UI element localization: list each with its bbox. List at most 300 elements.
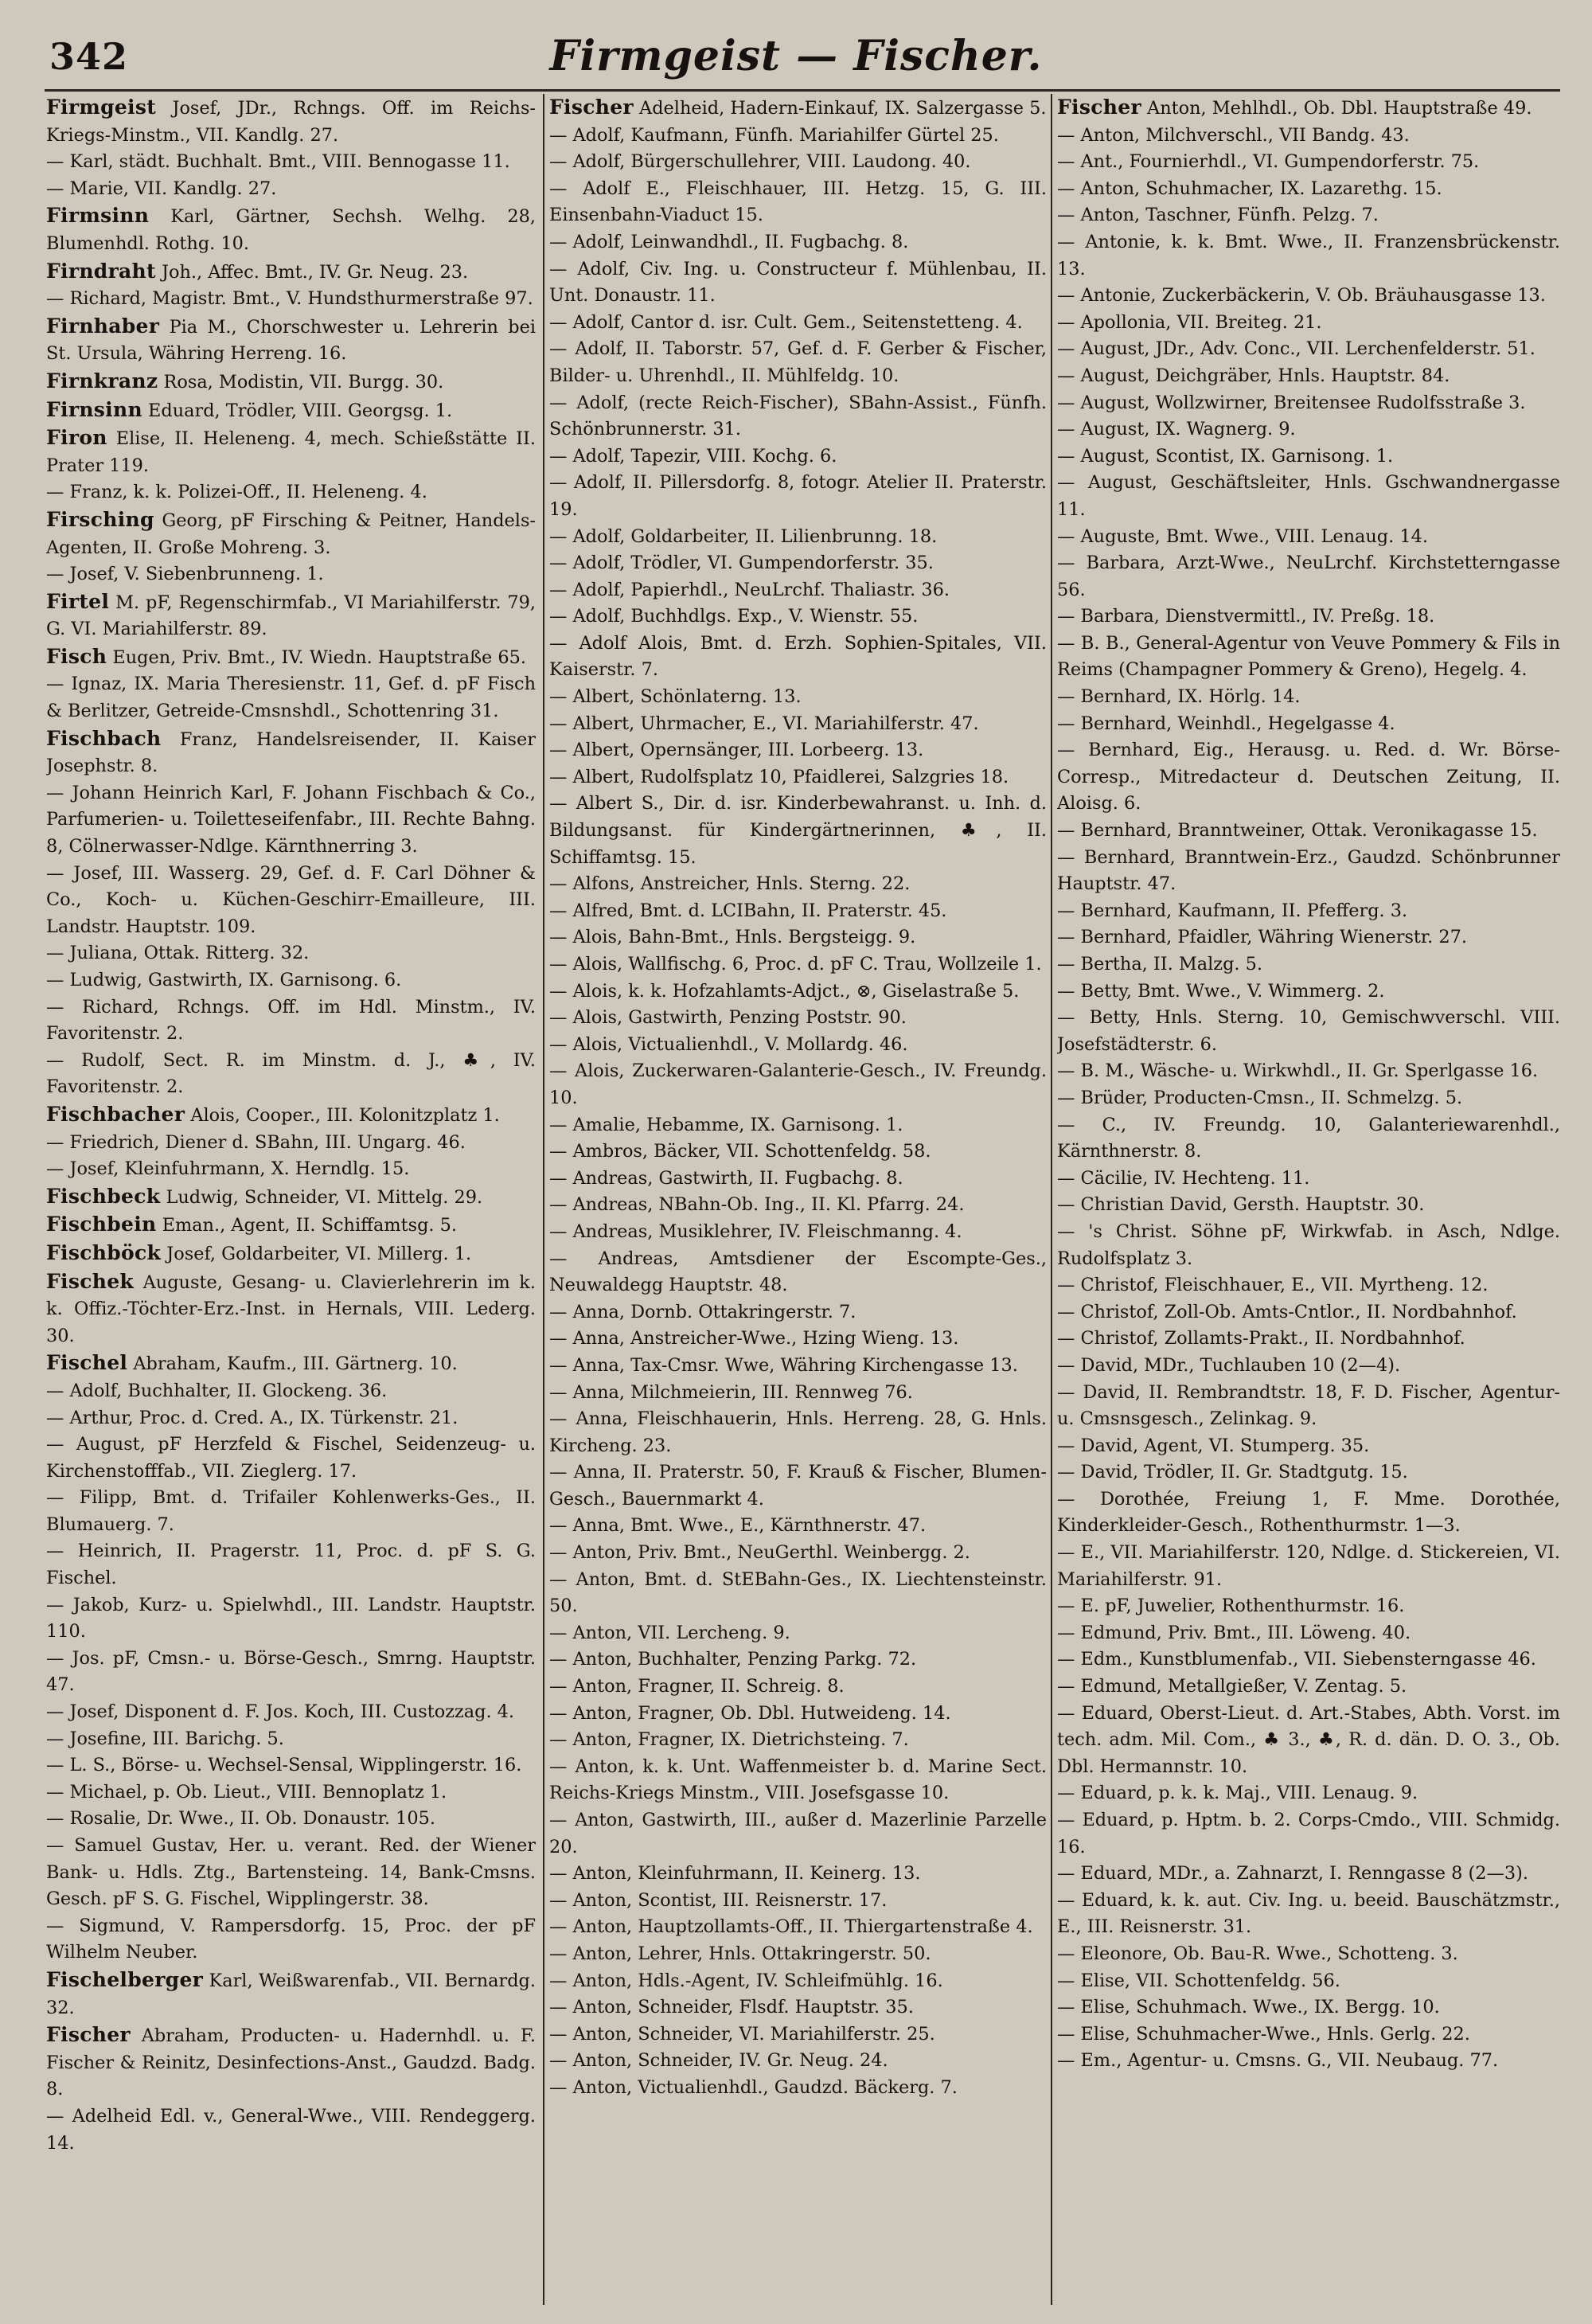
directory-entry bbox=[1057, 1272, 1560, 1299]
directory-entry bbox=[549, 711, 1047, 738]
directory-entry bbox=[1057, 2021, 1560, 2049]
directory-entry bbox=[46, 725, 536, 780]
directory-entry bbox=[549, 1540, 1047, 1567]
directory-entry bbox=[1057, 416, 1560, 443]
entry-surname: Firnkranz bbox=[46, 369, 158, 393]
directory-entry bbox=[549, 1112, 1047, 1139]
entry-text: — Anton, Schneider, VI. Mariahilferstr. 25. bbox=[549, 2023, 935, 2045]
entry-surname: Firnsinn bbox=[46, 397, 142, 421]
entry-text: — David, Agent, VI. Stumperg. 35. bbox=[1057, 1435, 1370, 1456]
entry-text: — Adolf, Cantor d. isr. Cult. Gem., Seitenstetteng. 4. bbox=[549, 311, 1023, 333]
directory-entry bbox=[1057, 1593, 1560, 1620]
entry-text: — Bernhard, Branntweiner, Ottak. Veronikagasse 15. bbox=[1057, 820, 1538, 842]
entry-text: — Anna, Dornb. Ottakringerstr. 7. bbox=[549, 1301, 856, 1322]
entry-surname: Fischer bbox=[1057, 96, 1141, 119]
entry-text: Josef, Goldarbeiter, VI. Millerg. 1. bbox=[166, 1243, 472, 1264]
entry-surname: Fischel bbox=[46, 1351, 128, 1375]
entry-text: — August, JDr., Adv. Conc., VII. Lerchenfelderstr. 51. bbox=[1057, 338, 1535, 360]
entry-text: — Alois, Zuckerwaren-Galanterie-Gesch., IV. Freundg. 10. bbox=[549, 1060, 1047, 1108]
entry-text: Franz, Handelsreisender, II. Kaiser Josephstr. 8. bbox=[46, 728, 536, 777]
entry-text: — August, IX. Wagnerg. 9. bbox=[1057, 419, 1296, 440]
entry-text: — Rosalie, Dr. Wwe., II. Ob. Donaustr. 105. bbox=[46, 1808, 435, 1830]
entry-text: — Adolf, Goldarbeiter, II. Lilienbrunng. 18. bbox=[549, 525, 938, 547]
directory-entry bbox=[1057, 951, 1560, 978]
entry-text: — David, MDr., Tuchlauben 10 (2—4). bbox=[1057, 1354, 1401, 1376]
entry-text: — Bernhard, Pfaidler, Währing Wienerstr. 27. bbox=[1057, 927, 1468, 948]
page-title: Firmgeist — Fischer. bbox=[549, 32, 1043, 80]
directory-entry bbox=[1057, 524, 1560, 551]
directory-entry bbox=[1057, 94, 1560, 123]
directory-entry bbox=[549, 1674, 1047, 1701]
directory-entry bbox=[549, 684, 1047, 711]
directory-entry bbox=[46, 2103, 536, 2157]
entry-surname: Fischbacher bbox=[46, 1102, 185, 1126]
entry-text: — Albert, Schönlaterng. 13. bbox=[549, 686, 802, 708]
directory-entry bbox=[1057, 1807, 1560, 1861]
directory-entry bbox=[46, 1432, 536, 1485]
directory-entry bbox=[46, 780, 536, 861]
directory-entry bbox=[1057, 202, 1560, 229]
entry-text: — Bernhard, Branntwein-Erz., Gaudzd. Schönbrunner Hauptstr. 47. bbox=[1057, 846, 1560, 895]
entry-text: — Adolf, (recte Reich-Fischer), SBahn-Assist., Fünfh. Schönbrunnerstr. 31. bbox=[549, 392, 1047, 440]
entry-text: — Betty, Hnls. Sterng. 10, Gemischwverschl. VIII. Josefstädterstr. 6. bbox=[1057, 1007, 1560, 1055]
entry-text: — Anton, Victualienhdl., Gaudzd. Bäckerg. 7. bbox=[549, 2076, 958, 2098]
directory-entry bbox=[1057, 229, 1560, 283]
directory-entry bbox=[549, 1005, 1047, 1032]
entry-text: — Andreas, NBahn-Ob. Ing., II. Kl. Pfarrg. 24. bbox=[549, 1194, 965, 1216]
entry-text: — Anna, Fleischhauerin, Hnls. Herreng. 28, G. Hnls. Kircheng. 23. bbox=[549, 1408, 1047, 1456]
directory-entry bbox=[1057, 631, 1560, 684]
directory-entry bbox=[549, 229, 1047, 256]
directory-entry bbox=[1057, 1326, 1560, 1353]
entry-text: — Anton, Priv. Bmt., NeuGerthl. Weinbergg. 2. bbox=[549, 1542, 970, 1564]
entry-text: — Adolf, Leinwandhdl., II. Fugbachg. 8. bbox=[549, 231, 909, 252]
directory-entry bbox=[46, 313, 536, 368]
entry-text: — Alois, Wallfischg. 6, Proc. d. pF C. Trau, Wollzeile 1. bbox=[549, 954, 1042, 975]
directory-entry bbox=[1057, 283, 1560, 310]
entry-text: — August, Scontist, IX. Garnisong. 1. bbox=[1057, 445, 1394, 467]
directory-entry bbox=[1057, 978, 1560, 1006]
directory-entry bbox=[46, 1913, 536, 1967]
entry-text: — Alois, k. k. Hofzahlamts-Adjct., ⊗, Giselastraße 5. bbox=[549, 980, 1020, 1002]
entry-surname: Fischer bbox=[549, 96, 634, 119]
entry-text: — Elise, Schuhmach. Wwe., IX. Bergg. 10. bbox=[1057, 1997, 1440, 2018]
entry-text: — 's Christ. Söhne pF, Wirkwfab. in Asch, Ndlge. Rudolfsplatz 3. bbox=[1057, 1221, 1560, 1269]
entry-text: — Josef, III. Wasserg. 29, Gef. d. F. Carl Döhner & Co., Koch- u. Küchen-Geschirr-Emailleure, III. Landstr. Hauptstr. 109. bbox=[46, 862, 536, 937]
entry-text: — Anna, Milchmeierin, III. Rennweg 76. bbox=[549, 1381, 913, 1403]
directory-entry bbox=[1057, 603, 1560, 631]
directory-entry bbox=[1057, 1299, 1560, 1326]
directory-entry bbox=[549, 256, 1047, 310]
directory-entry bbox=[46, 286, 536, 313]
directory-entry bbox=[46, 1833, 536, 1913]
entry-text: — L. S., Börse- u. Wechsel-Sensal, Wipplingerstr. 16. bbox=[46, 1755, 522, 1776]
directory-entry bbox=[46, 479, 536, 506]
directory-entry bbox=[1057, 1486, 1560, 1540]
directory-entry bbox=[549, 577, 1047, 604]
directory-entry bbox=[1057, 1994, 1560, 2021]
directory-entry bbox=[1057, 1941, 1560, 1968]
entry-text: — Antonie, k. k. Bmt. Wwe., II. Franzensbrückenstr. 13. bbox=[1057, 231, 1560, 279]
directory-entry bbox=[1057, 1674, 1560, 1701]
directory-entry bbox=[1057, 363, 1560, 390]
entry-surname: Fischelberger bbox=[46, 1967, 204, 1991]
entry-text: — Betty, Bmt. Wwe., V. Wimmerg. 2. bbox=[1057, 980, 1385, 1002]
directory-entry bbox=[549, 1380, 1047, 1407]
directory-entry bbox=[549, 310, 1047, 337]
entry-text: — Alois, Gastwirth, Penzing Poststr. 90. bbox=[549, 1007, 907, 1029]
directory-entry bbox=[549, 94, 1047, 123]
directory-entry bbox=[549, 1727, 1047, 1754]
entry-surname: Fischek bbox=[46, 1269, 135, 1293]
directory-entry bbox=[46, 1101, 536, 1130]
directory-entry bbox=[46, 1485, 536, 1538]
entry-text: — Adolf, II. Pillersdorfg. 8, fotogr. Atelier II. Praterstr. 19. bbox=[549, 472, 1047, 520]
directory-entry bbox=[549, 1139, 1047, 1166]
directory-entry bbox=[46, 1378, 536, 1405]
directory-entry bbox=[1057, 2048, 1560, 2075]
entry-text: — Alfred, Bmt. d. LCIBahn, II. Praterstr. 45. bbox=[549, 900, 947, 921]
entry-text: — Albert, Uhrmacher, E., VI. Mariahilferstr. 47. bbox=[549, 713, 979, 734]
entry-text: — Eduard, p. Hptm. b. 2. Corps-Cmdo., VIII. Schmidg. 16. bbox=[1057, 1810, 1560, 1857]
entry-text: — Barbara, Arzt-Wwe., NeuLrchf. Kirchstetterngasse 56. bbox=[1057, 553, 1560, 600]
entry-text: — Richard, Rchngs. Off. im Hdl. Minstm., IV. Favoritenstr. 2. bbox=[46, 996, 536, 1045]
directory-entry bbox=[549, 1166, 1047, 1193]
directory-entry bbox=[1057, 1192, 1560, 1219]
entry-text: — Ludwig, Gastwirth, IX. Garnisong. 6. bbox=[46, 970, 402, 990]
entry-text: — Adolf, Papierhdl., NeuLrchf. Thaliastr. 36. bbox=[549, 579, 950, 600]
directory-entry bbox=[1057, 1620, 1560, 1647]
entry-text: — Albert, Rudolfsplatz 10, Pfaidlerei, Salzgries 18. bbox=[549, 766, 1009, 787]
directory-entry bbox=[46, 94, 536, 149]
directory-entry bbox=[549, 470, 1047, 523]
directory-entry bbox=[549, 1459, 1047, 1513]
entry-text: — August, Wollzwirner, Breitensee Rudolfsstraße 3. bbox=[1057, 392, 1526, 413]
entry-text: — Filipp, Bmt. d. Trifailer Kohlenwerks-Ges., II. Blumauerg. 7. bbox=[46, 1487, 536, 1535]
entry-text: — Samuel Gustav, Her. u. verant. Red. der Wiener Bank- u. Hdls. Ztg., Bartensteing. 14, Bank-Cmsns. Gesch. pF S. G. Fischel, Wipplingerstr. 38. bbox=[46, 1835, 536, 1910]
entry-text: — Anton, Kleinfuhrmann, II. Keinerg. 13. bbox=[549, 1863, 921, 1885]
directory-entry bbox=[46, 1752, 536, 1779]
entry-text: — Anna, II. Praterstr. 50, F. Krauß & Fischer, Blumen-Gesch., Bauernmarkt 4. bbox=[549, 1462, 1047, 1510]
entry-text: — Adelheid Edl. v., General-Wwe., VIII. Rendeggerg. 14. bbox=[46, 2105, 536, 2154]
directory-entry bbox=[46, 940, 536, 967]
entry-text: — Juliana, Ottak. Ritterg. 32. bbox=[46, 943, 310, 964]
directory-entry bbox=[1057, 1353, 1560, 1380]
directory-entry bbox=[1057, 149, 1560, 176]
directory-entry bbox=[1057, 1701, 1560, 1781]
directory-entry bbox=[549, 1032, 1047, 1059]
entry-text: — Antonie, Zuckerbäckerin, V. Ob. Bräuhausgasse 13. bbox=[1057, 285, 1546, 307]
entry-text: — Michael, p. Ob. Lieut., VIII. Bennoplatz 1. bbox=[46, 1781, 447, 1803]
directory-entry bbox=[1057, 818, 1560, 845]
entry-text: — Josef, V. Siebenbrunneng. 1. bbox=[46, 564, 324, 585]
entry-text: — Anton, Gastwirth, III., außer d. Mazerlinie Parzelle 20. bbox=[549, 1810, 1047, 1857]
directory-entry bbox=[1057, 1166, 1560, 1193]
directory-entry bbox=[46, 1699, 536, 1726]
entry-text: — Jakob, Kurz- u. Spielwhdl., III. Landstr. Hauptstr. 110. bbox=[46, 1594, 536, 1642]
page-number: 342 bbox=[49, 35, 129, 78]
directory-entry bbox=[1057, 1058, 1560, 1085]
entry-text: — Adolf E., Fleischhauer, III. Hetzg. 15, G. III. Einsenbahn-Viaduct 15. bbox=[549, 178, 1047, 226]
entry-text: — Anna, Anstreicher-Wwe., Hzing Wieng. 13. bbox=[549, 1328, 959, 1349]
directory-entry bbox=[549, 951, 1047, 978]
directory-entry bbox=[549, 1192, 1047, 1219]
entry-text: — Edmund, Metallgießer, V. Zentag. 5. bbox=[1057, 1676, 1407, 1697]
entry-surname: Firnhaber bbox=[46, 314, 160, 338]
directory-entry bbox=[549, 631, 1047, 684]
directory-entry bbox=[46, 1538, 536, 1592]
directory-entry bbox=[549, 978, 1047, 1006]
directory-entry bbox=[46, 506, 536, 561]
directory-entry bbox=[549, 2075, 1047, 2102]
entry-surname: Fischbein bbox=[46, 1213, 157, 1236]
entry-text: — Ignaz, IX. Maria Theresienstr. 11, Gef. d. pF Fisch & Berlitzer, Getreide-Cmsnshdl., Schottenring 31. bbox=[46, 674, 536, 722]
directory-entry bbox=[1057, 443, 1560, 471]
entry-text: — Eduard, k. k. aut. Civ. Ing. u. beeid. Bauschätzmstr., E., III. Reisnerstr. 31. bbox=[1057, 1889, 1560, 1938]
entry-text: — Apollonia, VII. Breiteg. 21. bbox=[1057, 311, 1322, 333]
entry-surname: Fischbach bbox=[46, 726, 162, 750]
column-2 bbox=[549, 94, 1047, 2308]
directory-entry bbox=[549, 737, 1047, 764]
entry-text: Georg, pF Firsching & Peitner, Handels-Agenten, II. Große Mohreng. 3. bbox=[46, 510, 536, 558]
entry-text: — Christof, Zoll-Ob. Amts-Cntlor., II. Nordbahnhof. bbox=[1057, 1301, 1517, 1322]
entry-text: — Elise, VII. Schottenfeldg. 56. bbox=[1057, 1970, 1340, 1991]
entry-text: — Ambros, Bäcker, VII. Schottenfeldg. 58. bbox=[549, 1141, 931, 1162]
directory-entry bbox=[549, 1914, 1047, 1941]
directory-entry bbox=[46, 424, 536, 479]
entry-text: — Adolf, Civ. Ing. u. Constructeur f. Mühlenbau, II. Unt. Donaustr. 11. bbox=[549, 258, 1047, 307]
directory-entry bbox=[549, 1326, 1047, 1353]
directory-entry bbox=[549, 524, 1047, 551]
directory-entry bbox=[1057, 1888, 1560, 1941]
directory-entry bbox=[1057, 470, 1560, 523]
entry-text: — August, Geschäftsleiter, Hnls. Gschwandnergasse 11. bbox=[1057, 472, 1560, 520]
entry-text: — August, Deichgräber, Hnls. Hauptstr. 84. bbox=[1057, 365, 1450, 386]
directory-entry bbox=[1057, 550, 1560, 603]
entry-text: — Anton, Scontist, III. Reisnerstr. 17. bbox=[549, 1889, 888, 1911]
directory-entry bbox=[549, 1701, 1047, 1728]
directory-entry bbox=[46, 258, 536, 287]
entry-text: — Josef, Disponent d. F. Jos. Koch, III. Custozzag. 4. bbox=[46, 1701, 515, 1723]
directory-entry bbox=[46, 1240, 536, 1268]
directory-entry bbox=[549, 550, 1047, 577]
directory-entry bbox=[549, 1567, 1047, 1620]
entry-text: — B. M., Wäsche- u. Wirkwhdl., II. Gr. Sperlgasse 16. bbox=[1057, 1060, 1539, 1082]
entry-text: — Adolf, Buchhdlgs. Exp., V. Wienstr. 55. bbox=[549, 606, 919, 627]
entry-text: — E., VII. Mariahilferstr. 120, Ndlge. d. Stickereien, VI. Mariahilferstr. 91. bbox=[1057, 1542, 1560, 1590]
entry-text: — Arthur, Proc. d. Cred. A., IX. Türkenstr. 21. bbox=[46, 1407, 458, 1428]
directory-entry bbox=[549, 1219, 1047, 1246]
entry-text: — Brüder, Producten-Cmsn., II. Schmelzg. 5. bbox=[1057, 1087, 1463, 1108]
entry-text: — Eduard, p. k. k. Maj., VIII. Lenaug. 9. bbox=[1057, 1783, 1418, 1804]
entry-text: — Eduard, Oberst-Lieut. d. Art.-Stabes, Abth. Vorst. im tech. adm. Mil. Com., ♣ 3., ♣, R. d. dän. D. O. 3., Ob. Dbl. Hermannstr. 10. bbox=[1057, 1702, 1560, 1777]
directory-entry bbox=[549, 1353, 1047, 1380]
entry-text: — Anna, Tax-Cmsr. Wwe, Währing Kirchengasse 13. bbox=[549, 1354, 1018, 1376]
column-divider bbox=[543, 94, 544, 2305]
entry-text: — Anton, Schneider, Flsdf. Hauptstr. 35. bbox=[549, 1997, 914, 2018]
directory-entry bbox=[1057, 845, 1560, 898]
directory-entry bbox=[46, 967, 536, 994]
entry-text: — Anton, Lehrer, Hnls. Ottakringerstr. 50. bbox=[549, 1943, 931, 1964]
entry-surname: Firndraht bbox=[46, 259, 156, 283]
directory-entry bbox=[549, 390, 1047, 443]
entry-text: Abraham, Producten- u. Hadernhdl. u. F. Fischer & Reinitz, Desinfections-Anst., Gaudzd. Badg. 8. bbox=[46, 2025, 536, 2100]
directory-entry bbox=[46, 1349, 536, 1378]
directory-entry bbox=[549, 1888, 1047, 1915]
directory-entry bbox=[1057, 1646, 1560, 1674]
directory-entry bbox=[46, 994, 536, 1048]
entry-text: — Adolf, Buchhalter, II. Glockeng. 36. bbox=[46, 1380, 388, 1401]
entry-text: Anton, Mehlhdl., Ob. Dbl. Hauptstraße 49. bbox=[1147, 98, 1532, 119]
entry-text: — Anton, Bmt. d. StEBahn-Ges., IX. Liechtensteinstr. 50. bbox=[549, 1568, 1047, 1617]
entry-text: — Friedrich, Diener d. SBahn, III. Ungarg. 46. bbox=[46, 1131, 466, 1153]
directory-entry bbox=[1057, 1085, 1560, 1112]
entry-text: — Anton, Buchhalter, Penzing Parkg. 72. bbox=[549, 1649, 917, 1670]
directory-entry bbox=[549, 1861, 1047, 1888]
header-rule bbox=[45, 89, 1560, 92]
entry-surname: Fisch bbox=[46, 644, 107, 668]
directory-entry bbox=[1057, 1219, 1560, 1272]
directory-entry bbox=[549, 924, 1047, 951]
directory-entry bbox=[46, 1405, 536, 1432]
directory-entry bbox=[46, 1130, 536, 1157]
directory-entry bbox=[1057, 1861, 1560, 1888]
entry-text: — Anton, Fragner, IX. Dietrichsteing. 7. bbox=[549, 1729, 909, 1751]
directory-entry bbox=[549, 898, 1047, 925]
directory-entry bbox=[46, 2021, 536, 2103]
directory-entry bbox=[1057, 711, 1560, 738]
entry-text: Abraham, Kaufm., III. Gärtnerg. 10. bbox=[133, 1353, 458, 1375]
directory-entry bbox=[549, 1994, 1047, 2021]
entry-text: — Heinrich, II. Pragerstr. 11, Proc. d. pF S. G. Fischel. bbox=[46, 1541, 536, 1589]
directory-entry bbox=[46, 1726, 536, 1753]
entry-text: M. pF, Regenschirmfab., VI Mariahilferstr. 79, G. VI. Mariahilferstr. 89. bbox=[46, 592, 536, 640]
directory-entry bbox=[549, 1620, 1047, 1647]
directory-entry bbox=[46, 176, 536, 203]
directory-entry bbox=[549, 1941, 1047, 1968]
entry-text: — Bernhard, IX. Hörlg. 14. bbox=[1057, 686, 1301, 708]
entry-text: Pia M., Chorschwester u. Lehrerin bei St. Ursula, Währing Herreng. 16. bbox=[46, 316, 536, 365]
directory-entry bbox=[46, 861, 536, 941]
entry-text: — August, pF Herzfeld & Fischel, Seidenzeug- u. Kirchenstofffab., VII. Zieglerg. 17. bbox=[46, 1434, 536, 1482]
directory-entry bbox=[549, 1299, 1047, 1326]
entry-text: — Adolf Alois, Bmt. d. Erzh. Sophien-Spitales, VII. Kaiserstr. 7. bbox=[549, 632, 1047, 681]
directory-entry bbox=[1057, 123, 1560, 150]
entry-text: — Adolf, II. Taborstr. 57, Gef. d. F. Gerber & Fischer, Bilder- u. Uhrenhdl., II. Mühlfeldg. 10. bbox=[549, 338, 1047, 386]
directory-entry bbox=[46, 671, 536, 725]
entry-text: — Anton, Milchverschl., VII Bandg. 43. bbox=[1057, 124, 1410, 146]
entry-text: Ludwig, Schneider, VI. Mittelg. 29. bbox=[166, 1186, 483, 1208]
directory-entry bbox=[46, 396, 536, 425]
entry-surname: Firon bbox=[46, 426, 107, 450]
entry-text: — Elise, Schuhmacher-Wwe., Hnls. Gerlg. 22. bbox=[1057, 2023, 1470, 2045]
directory-entry bbox=[1057, 1005, 1560, 1058]
directory-entry bbox=[1057, 176, 1560, 203]
entry-text: Auguste, Gesang- u. Clavierlehrerin im k. k. Offiz.-Töchter-Erz.-Inst. in Hernals, VIII. Lederg. 30. bbox=[46, 1271, 536, 1346]
directory-entry bbox=[46, 202, 536, 257]
entry-text: — David, II. Rembrandtstr. 18, F. D. Fischer, Agentur- u. Cmsnsgesch., Zelinkag. 9. bbox=[1057, 1381, 1560, 1430]
entry-text: Rosa, Modistin, VII. Burgg. 30. bbox=[163, 371, 444, 393]
entry-text: — Josef, Kleinfuhrmann, X. Herndlg. 15. bbox=[46, 1158, 410, 1180]
entry-text: — Dorothée, Freiung 1, F. Mme. Dorothée, Kinderkleider-Gesch., Rothenthurmstr. 1—3. bbox=[1057, 1488, 1560, 1537]
entry-text: — Anton, VII. Lercheng. 9. bbox=[549, 1622, 790, 1643]
directory-entry bbox=[46, 1967, 536, 2021]
entry-text: — C., IV. Freundg. 10, Galanteriewarenhdl., Kärnthnerstr. 8. bbox=[1057, 1114, 1560, 1162]
entry-text: Eugen, Priv. Bmt., IV. Wiedn. Hauptstraße 65. bbox=[112, 646, 527, 668]
directory-entry bbox=[549, 1754, 1047, 1807]
directory-entry bbox=[46, 1156, 536, 1183]
entry-text: — Alois, Victualienhdl., V. Mollardg. 46. bbox=[549, 1033, 908, 1055]
entry-text: — Anton, k. k. Unt. Waffenmeister b. d. Marine Sect. Reichs-Kriegs Minstm., VIII. Josefsgasse 10. bbox=[549, 1756, 1047, 1804]
entry-text: — Adolf, Kaufmann, Fünfh. Mariahilfer Gürtel 25. bbox=[549, 124, 999, 146]
entry-text: — Anton, Schneider, IV. Gr. Neug. 24. bbox=[549, 2050, 888, 2072]
entry-text: — Rudolf, Sect. R. im Minstm. d. J., ♣, IV. Favoritenstr. 2. bbox=[46, 1049, 536, 1098]
entry-text: — Andreas, Musiklehrer, IV. Fleischmanng. 4. bbox=[549, 1221, 962, 1242]
entry-text: — Anton, Taschner, Fünfh. Pelzg. 7. bbox=[1057, 205, 1379, 226]
entry-text: — Anton, Hauptzollamts-Off., II. Thiergartenstraße 4. bbox=[549, 1916, 1033, 1938]
directory-entry bbox=[46, 1211, 536, 1240]
entry-text: — Alfons, Anstreicher, Hnls. Sterng. 22. bbox=[549, 873, 911, 895]
directory-entry bbox=[549, 336, 1047, 389]
entry-text: — Albert, Opernsänger, III. Lorbeerg. 13. bbox=[549, 740, 924, 761]
entry-text: — Bernhard, Weinhdl., Hegelgasse 4. bbox=[1057, 713, 1395, 734]
entry-text: — E. pF, Juwelier, Rothenthurmstr. 16. bbox=[1057, 1596, 1405, 1617]
entry-text: — Bernhard, Kaufmann, II. Pfefferg. 3. bbox=[1057, 900, 1408, 921]
directory-entry bbox=[549, 123, 1047, 150]
directory-entry bbox=[1057, 1112, 1560, 1166]
directory-entry bbox=[46, 1779, 536, 1806]
entry-surname: Firmsinn bbox=[46, 204, 150, 228]
directory-entry bbox=[46, 643, 536, 672]
directory-entry bbox=[1057, 310, 1560, 337]
entry-text: — Johann Heinrich Karl, F. Johann Fischbach & Co., Parfumerien- u. Toiletteseifenfabr., III. Rechte Bahng. 8, Cölnerwasser-Ndlge. Kärnthnerring 3. bbox=[46, 782, 536, 857]
entry-text: — Ant., Fournierhdl., VI. Gumpendorferstr. 75. bbox=[1057, 151, 1480, 173]
column-1 bbox=[46, 94, 536, 2308]
column-3 bbox=[1057, 94, 1560, 2308]
entry-surname: Firsching bbox=[46, 507, 154, 531]
entry-text: Karl, Gärtner, Sechsh. Welhg. 28, Blumenhdl. Rothg. 10. bbox=[46, 206, 536, 254]
directory-entry bbox=[549, 791, 1047, 871]
entry-text: — Edm., Kunstblumenfab., VII. Siebensterngasse 46. bbox=[1057, 1649, 1536, 1670]
directory-entry bbox=[46, 561, 536, 588]
entry-text: — B. B., General-Agentur von Veuve Pommery & Fils in Reims (Champagner Pommery & Greno), Hegelg. 4. bbox=[1057, 632, 1560, 681]
directory-entry bbox=[549, 1513, 1047, 1540]
directory-entry bbox=[1057, 898, 1560, 925]
entry-text: — Alois, Bahn-Bmt., Hnls. Bergsteigg. 9. bbox=[549, 927, 916, 948]
entry-text: — Edmund, Priv. Bmt., III. Löweng. 40. bbox=[1057, 1622, 1411, 1643]
entry-surname: Fischböck bbox=[46, 1240, 162, 1264]
entry-text: — Sigmund, V. Rampersdorfg. 15, Proc. der pF Wilhelm Neuber. bbox=[46, 1915, 536, 1963]
entry-text: — Adolf, Tapezir, VIII. Kochg. 6. bbox=[549, 445, 837, 467]
entry-text: — Adolf, Trödler, VI. Gumpendorferstr. 35. bbox=[549, 553, 934, 574]
directory-entry bbox=[1057, 336, 1560, 363]
directory-entry bbox=[1057, 1780, 1560, 1807]
entry-text: — Anton, Fragner, II. Schreig. 8. bbox=[549, 1676, 845, 1697]
entry-text: Karl, Weißwarenfab., VII. Bernardg. 32. bbox=[46, 1970, 536, 2018]
directory-entry bbox=[1057, 924, 1560, 951]
directory-entry bbox=[46, 368, 536, 396]
directory-entry bbox=[549, 1246, 1047, 1299]
directory-entry bbox=[549, 2021, 1047, 2049]
entry-text: Josef, JDr., Rchngs. Off. im Reichs-Kriegs-Minstm., VII. Kandlg. 27. bbox=[46, 98, 536, 146]
entry-text: — Christian David, Gersth. Hauptstr. 30. bbox=[1057, 1194, 1425, 1216]
entry-text: — Christof, Zollamts-Prakt., II. Nordbahnhof. bbox=[1057, 1328, 1465, 1349]
directory-entry bbox=[549, 1406, 1047, 1459]
directory-entry bbox=[46, 1268, 536, 1350]
column-divider bbox=[1051, 94, 1052, 2305]
entry-surname: Fischbeck bbox=[46, 1184, 161, 1208]
directory-entry bbox=[46, 149, 536, 176]
